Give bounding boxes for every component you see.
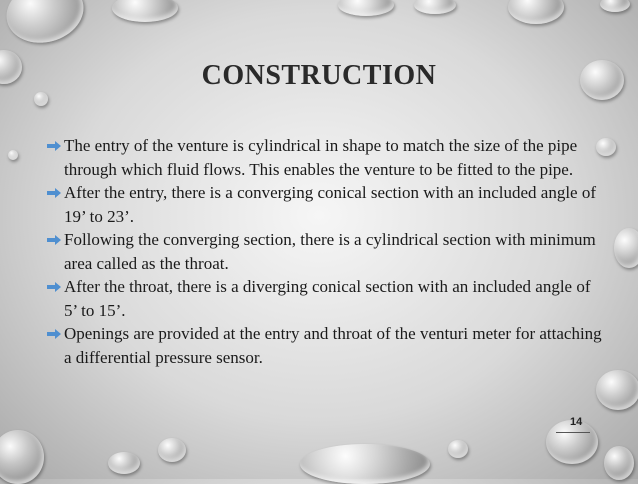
water-droplet	[448, 440, 468, 458]
bullet-text: Following the converging section, there is a cylindrical section with minimum area called as the throat.	[64, 230, 596, 273]
water-droplet	[112, 0, 178, 22]
slide-title: CONSTRUCTION	[201, 60, 437, 91]
arrow-right-icon	[47, 282, 61, 292]
bullet-text: The entry of the venture is cylindrical in shape to match the size of the pipe through which fluid flows. This enables the venture to be fitted to the pipe.	[64, 136, 578, 179]
arrow-right-icon	[47, 141, 61, 151]
arrow-right-icon	[47, 188, 61, 198]
bullet-item	[47, 228, 607, 275]
arrow-right-icon	[47, 235, 61, 245]
page-number-rule	[556, 432, 590, 433]
page-number: 14	[570, 416, 583, 428]
water-droplet	[508, 0, 564, 24]
water-droplet	[0, 0, 90, 51]
water-droplet	[596, 370, 638, 410]
water-droplet	[0, 430, 44, 484]
bullet-text: After the throat, there is a diverging conical section with an included angle of 5’ to 15’.	[64, 277, 591, 320]
water-droplet	[604, 446, 634, 480]
water-droplet	[600, 0, 630, 12]
bullet-item	[47, 322, 607, 369]
bullet-list	[47, 134, 607, 369]
water-droplet	[338, 0, 394, 16]
bullet-text: After the entry, there is a converging conical section with an included angle of 19’ to 23’.	[64, 183, 597, 226]
water-droplet	[108, 452, 140, 474]
water-droplet	[8, 150, 18, 160]
water-droplet	[300, 444, 430, 484]
water-droplet	[614, 228, 638, 268]
bullet-item	[47, 134, 607, 181]
bullet-text: Openings are provided at the entry and throat of the venturi meter for attaching a differential pressure sensor.	[64, 324, 602, 367]
bullet-item	[47, 275, 607, 322]
water-droplet	[158, 438, 186, 462]
bullet-item	[47, 181, 607, 228]
water-droplet	[34, 92, 48, 106]
water-droplet	[414, 0, 456, 14]
arrow-right-icon	[47, 329, 61, 339]
